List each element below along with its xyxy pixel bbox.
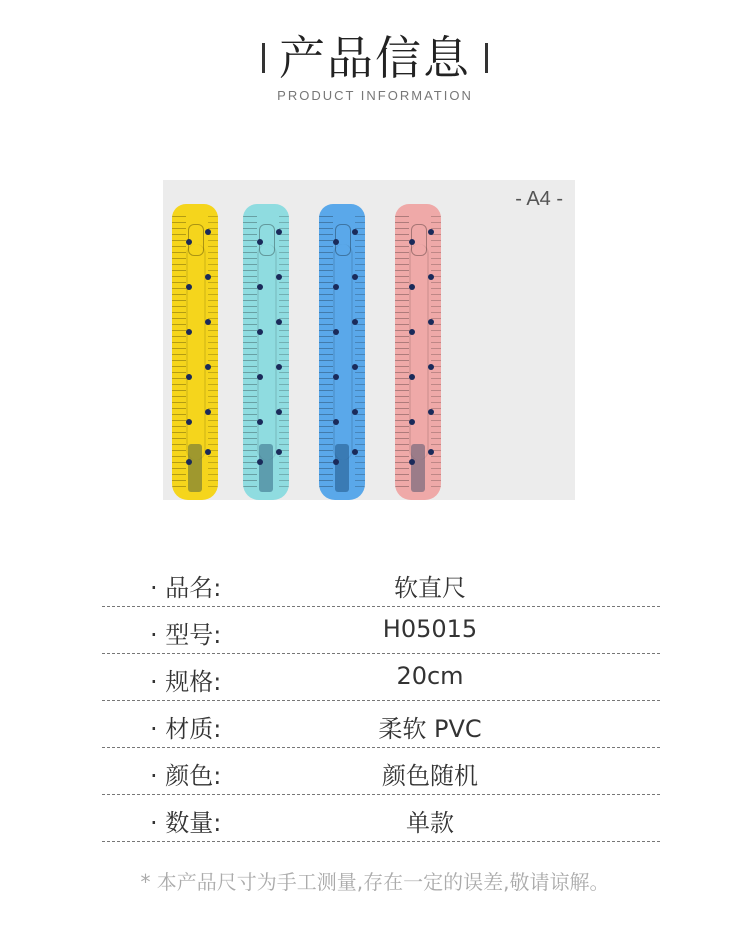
ruler-cyan bbox=[243, 204, 289, 500]
spec-label: · 颜色: bbox=[150, 762, 222, 790]
spec-value: 软直尺 bbox=[394, 574, 466, 602]
ruler-pink bbox=[395, 204, 441, 500]
spec-value: 柔软 PVC bbox=[378, 715, 482, 743]
spec-label: · 材质: bbox=[150, 715, 222, 743]
spec-value: 单款 bbox=[406, 809, 454, 837]
page-subtitle: PRODUCT INFORMATION bbox=[277, 88, 473, 103]
spec-row bbox=[102, 701, 660, 748]
title-block bbox=[0, 28, 750, 88]
product-photo bbox=[163, 180, 575, 500]
spec-row bbox=[102, 795, 660, 842]
spec-row bbox=[102, 654, 660, 701]
title-right-bar bbox=[485, 43, 488, 73]
ruler-blue bbox=[319, 204, 365, 500]
measurement-note: * 本产品尺寸为手工测量,存在一定的误差,敬请谅解。 bbox=[140, 870, 610, 894]
spec-label: · 数量: bbox=[150, 809, 222, 837]
title-left-bar bbox=[262, 43, 265, 73]
spec-value: 20cm bbox=[396, 662, 464, 690]
spec-label: · 品名: bbox=[150, 574, 222, 602]
spec-table bbox=[102, 560, 660, 842]
page-title-text: 产品信息 bbox=[279, 31, 471, 85]
spec-value: H05015 bbox=[382, 615, 478, 643]
spec-row bbox=[102, 748, 660, 795]
spec-row bbox=[102, 607, 660, 654]
spec-value: 颜色随机 bbox=[382, 762, 478, 790]
paper-size-label: - A4 - bbox=[515, 188, 563, 210]
ruler-yellow bbox=[172, 204, 218, 500]
spec-label: · 规格: bbox=[150, 668, 222, 696]
page-title bbox=[262, 28, 488, 88]
spec-label: · 型号: bbox=[150, 621, 222, 649]
spec-row bbox=[102, 560, 660, 607]
